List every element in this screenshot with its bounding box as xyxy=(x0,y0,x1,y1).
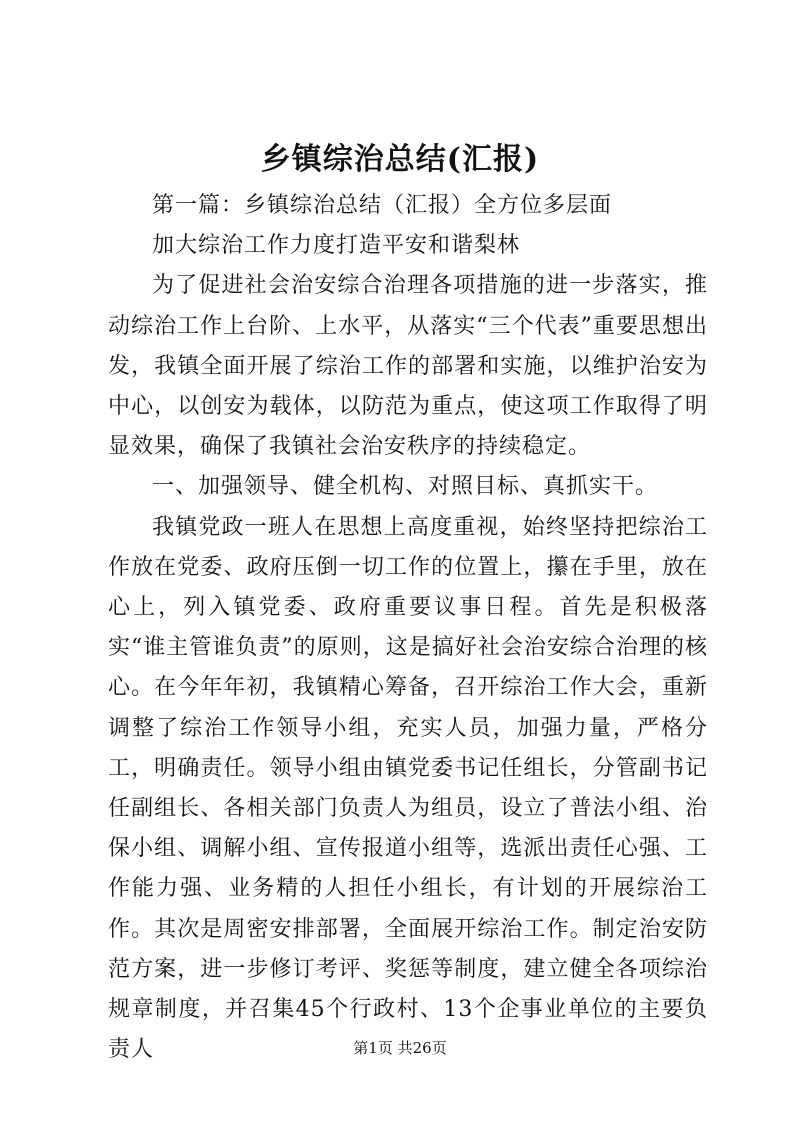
paragraph-section-heading: 第一篇：乡镇综治总结（汇报）全方位多层面 xyxy=(152,193,613,218)
paragraph-heading-one: 一、加强领导、健全机构、对照目标、真抓实干。 xyxy=(152,474,659,500)
paragraph-body: 我镇党政一班人在思想上高度重视，始终坚持把综治工作放在党委、政府压倒一切工作的位置上，攥在手里，放在心上，列入镇党委、政府重要议事日程。首先是积极落实“谁主管谁负责”的原则，这是搞好社会治安综合治理的核心。在今年年初，我镇精心筹备，召开综治工作大会，重新调整了综治工作领导小组，充实人员，加强力量，严格分工，明确责任。领导小组由镇党委书记任组长，分管副书记任副组长、各相关部门负责人为组员，设立了普法小组、治保小组、调解小组、宣传报道小组等，选派出责任心强、工作能力强、业务精的人担任小组长，有计划的开展综治工作。其次是周密安排部署，全面展开综治工作。制定治安防范方案，进一步修订考评、奖惩等制度，建立健全各项综治规章制度，并召集45个行政村、13个企事业单位的主要负责人 xyxy=(108,514,708,1063)
document-title: 乡镇综治总结(汇报) xyxy=(260,142,540,177)
page-number-footer: 第1页 共26页 xyxy=(353,1039,447,1057)
document-body xyxy=(108,186,708,1070)
paragraph-subtitle: 加大综治工作力度打造平安和谐梨林 xyxy=(152,233,521,259)
paragraph-intro: 为了促进社会治安综合治理各项措施的进一步落实，推动综治工作上台阶、上水平，从落实“三个代表”重要思想出发，我镇全面开展了综治工作的部署和实施，以维护治安为中心，以创安为载体，以防范为重点，使这项工作取得了明显效果，确保了我镇社会治安秩序的持续稳定。 xyxy=(108,273,708,460)
